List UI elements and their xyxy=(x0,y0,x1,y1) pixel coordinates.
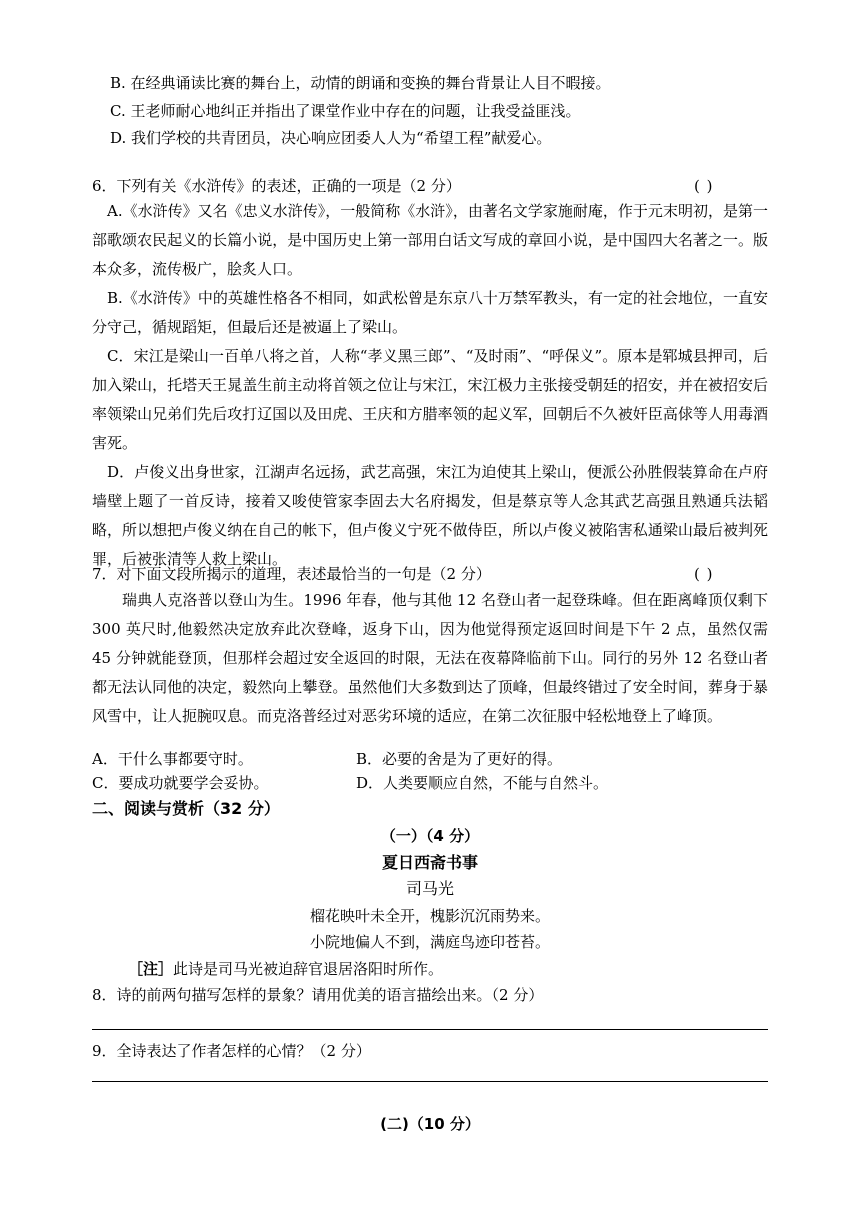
note-label: ［注］ xyxy=(128,960,174,978)
section-two-title: 二、阅读与赏析（32 分） xyxy=(92,799,280,818)
poem-line-2: 小院地偏人不到，满庭鸟迹印苍苔。 xyxy=(309,933,550,951)
q6-stem: 6．下列有关《水浒传》的表述，正确的一项是（2 分） xyxy=(92,177,461,195)
q9-stem: 9．全诗表达了作者怎样的心情？（2 分） xyxy=(92,1042,371,1060)
poem-note xyxy=(128,958,443,980)
part-two-heading: (二)（10 分） xyxy=(380,1115,480,1133)
q9-answer-line[interactable] xyxy=(92,1081,768,1082)
q7-option-a: A．干什么事都要守时。 xyxy=(92,750,253,768)
q8-stem: 8．诗的前两句描写怎样的景象？请用优美的语言描绘出来。（2 分） xyxy=(92,986,544,1004)
q8-answer-line[interactable] xyxy=(92,1029,768,1030)
q6-option-a: A.《水浒传》又名《忠义水浒传》，一般简称《水浒》，由著名文学家施耐庵，作于元末明初，是第一部歌颂农民起义的长篇小说，是中国历史上第一部用白话文写成的章回小说，是中国四大名著之一。版本众多，流传极广，脍炙人口。 xyxy=(92,202,768,278)
poem-author: 司马光 xyxy=(405,879,454,898)
q5-option-c: C. 王老师耐心地纠正并指出了课堂作业中存在的问题，让我受益匪浅。 xyxy=(110,102,581,120)
q6-answer-paren: ( ) xyxy=(694,177,714,195)
q6-option-c: C．宋江是梁山一百单八将之首，人称“孝义黑三郎”、“及时雨”、“呼保义”。原本是郓城县押司，后加入梁山，托塔天王晁盖生前主动将首领之位让与宋江，宋江极力主张接受朝廷的招安，并在被招安后率领梁山兄弟们先后攻打辽国以及田虎、王庆和方腊率领的起义军，回朝后不久被奸臣高俅等人用毒酒害死。 xyxy=(92,347,768,452)
poem-title: 夏日西斋书事 xyxy=(381,853,478,872)
q6-option-b: B.《水浒传》中的英雄性格各不相同，如武松曾是东京八十万禁军教头，有一定的社会地位，一直安分守己，循规蹈矩，但最后还是被逼上了梁山。 xyxy=(92,289,768,336)
q6-options xyxy=(92,197,768,574)
q7-answer-paren: ( ) xyxy=(694,565,714,583)
q6-option-d: D．卢俊义出身世家，江湖声名远扬，武艺高强，宋江为迫使其上梁山，便派公孙胜假装算命在卢府墙壁上题了一首反诗，接着又唆使管家李固去大名府揭发，但是蔡京等人念其武艺高强且熟通兵法韬略，所以想把卢俊义纳在自己的帐下，但卢俊义宁死不做侍臣，所以卢俊义被陷害私通梁山最后被判死罪，后被张清等人救上梁山。 xyxy=(92,463,768,568)
note-text: 此诗是司马光被迫辞官退居洛阳时所作。 xyxy=(173,960,444,978)
q7-option-c: C．要成功就要学会妥协。 xyxy=(92,774,269,792)
q7-option-d: D．人类要顺应自然，不能与自然斗。 xyxy=(356,774,609,792)
q5-option-b: B. 在经典诵读比赛的舞台上，动情的朗诵和变换的舞台背景让人目不暇接。 xyxy=(110,74,611,92)
q7-passage: 瑞典人克洛普以登山为生。1996 年春，他与其他 12 名登山者一起登珠峰。但在距离峰顶仅剩下 300 英尺时,他毅然决定放弃此次登峰，返身下山，因为他觉得预定返回时间是下午 2 点，虽然仅需 45 分钟就能登顶，但那样会超过安全返回的时限，无法在夜幕降临前下山。同行的另外 12 名登山者都无法认同他的决定，毅然向上攀登。虽然他们大多数到达了顶峰，但最终错过了安全时间，葬身于暴风雪中，让人扼腕叹息。而克洛普经过对恶劣环境的适应，在第二次征服中轻松地登上了峰顶。 xyxy=(92,591,768,725)
poem-line-1: 榴花映叶未全开，槐影沉沉雨势来。 xyxy=(309,907,550,925)
q5-option-d: D. 我们学校的共青团员，决心响应团委人人为“希望工程”献爱心。 xyxy=(110,129,552,147)
q7-option-b: B．必要的舍是为了更好的得。 xyxy=(356,750,563,768)
q7-stem: 7．对下面文段所揭示的道理，表述最恰当的一句是（2 分） xyxy=(92,565,491,583)
part-one-heading: （一）（4 分） xyxy=(380,827,480,845)
q7-passage-block xyxy=(92,586,768,731)
